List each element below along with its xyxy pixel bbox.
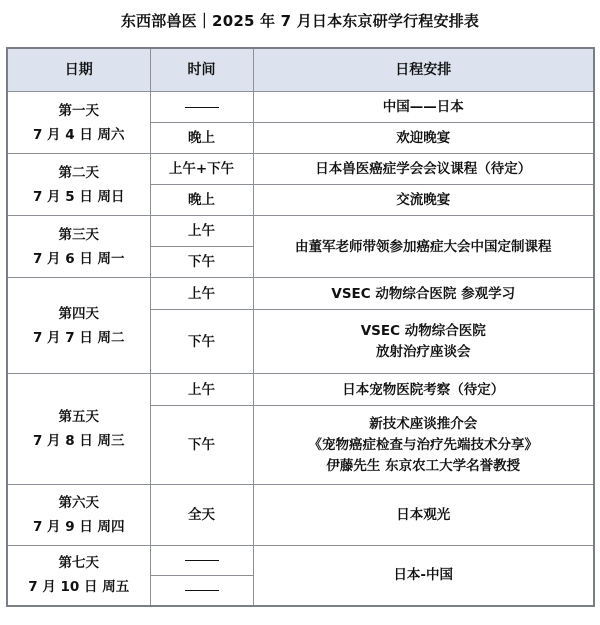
day-date: 7 月 8 日 周三 xyxy=(32,433,125,449)
table-row xyxy=(7,546,594,576)
day-date: 7 月 6 日 周一 xyxy=(32,250,125,267)
day-cell xyxy=(7,92,150,154)
day-label: 第一天 xyxy=(58,102,99,119)
time-cell: 晚上 xyxy=(150,123,253,154)
schedule-line: VSEC 动物综合医院 xyxy=(360,322,486,339)
schedule-cell xyxy=(253,310,594,374)
schedule-cell: 中国——日本 xyxy=(253,92,594,123)
dash-mark xyxy=(185,107,219,108)
schedule-cell: 由董军老师带领参加癌症大会中国定制课程 xyxy=(253,216,594,278)
schedule-table xyxy=(6,47,595,607)
time-cell: 上午 xyxy=(150,374,253,406)
schedule-cell: 日本观光 xyxy=(253,485,594,546)
schedule-cell xyxy=(253,406,594,485)
header-time: 时间 xyxy=(150,48,253,92)
schedule-cell: VSEC 动物综合医院 参观学习 xyxy=(253,278,594,310)
table-row xyxy=(7,485,594,546)
day-date: 7 月 9 日 周四 xyxy=(32,519,125,535)
time-cell: 下午 xyxy=(150,406,253,485)
schedule-cell: 欢迎晚宴 xyxy=(253,123,594,154)
dash-mark xyxy=(185,560,219,561)
schedule-line: 新技术座谈推介会 xyxy=(369,415,478,432)
time-cell: 晚上 xyxy=(150,185,253,216)
header-date: 日期 xyxy=(7,48,150,92)
day-cell xyxy=(7,546,150,606)
time-cell: 下午 xyxy=(150,310,253,374)
day-date: 7 月 7 日 周二 xyxy=(32,329,125,346)
schedule-cell: 日本宠物医院考察（待定） xyxy=(253,374,594,406)
time-cell: 上午 xyxy=(150,278,253,310)
day-label: 第三天 xyxy=(58,226,99,243)
schedule-line: 《宠物癌症检查与治疗先端技术分享》 xyxy=(308,436,538,453)
schedule-cell: 日本兽医癌症学会会议课程（待定） xyxy=(253,154,594,185)
day-cell xyxy=(7,374,150,485)
table-row xyxy=(7,154,594,185)
day-label: 第六天 xyxy=(58,495,99,511)
table-row xyxy=(7,92,594,123)
table-row xyxy=(7,278,594,310)
day-cell xyxy=(7,154,150,216)
time-cell: 上午+下午 xyxy=(150,154,253,185)
header-schedule: 日程安排 xyxy=(253,48,594,92)
time-cell xyxy=(150,546,253,576)
header-row xyxy=(7,48,594,92)
day-cell xyxy=(7,216,150,278)
schedule-line: 伊藤先生 东京农工大学名誉教授 xyxy=(326,457,521,474)
schedule-line: 放射治疗座谈会 xyxy=(376,343,471,360)
time-cell: 全天 xyxy=(150,485,253,546)
day-date: 7 月 10 日 周五 xyxy=(28,579,130,596)
page-title: 东西部兽医｜2025 年 7 月日本东京研学行程安排表 xyxy=(120,12,480,30)
time-cell xyxy=(150,92,253,123)
day-cell xyxy=(7,485,150,546)
day-label: 第七天 xyxy=(58,555,99,572)
dash-mark xyxy=(185,590,219,591)
schedule-cell: 日本-中国 xyxy=(253,546,594,606)
day-label: 第二天 xyxy=(58,164,99,181)
table-row xyxy=(7,374,594,406)
time-cell: 下午 xyxy=(150,247,253,278)
day-date: 7 月 4 日 周六 xyxy=(32,126,125,143)
day-label: 第五天 xyxy=(58,409,99,425)
time-cell: 上午 xyxy=(150,216,253,247)
time-cell xyxy=(150,576,253,606)
table-row xyxy=(7,216,594,247)
day-cell xyxy=(7,278,150,374)
day-label: 第四天 xyxy=(58,305,99,322)
schedule-cell: 交流晚宴 xyxy=(253,185,594,216)
day-date: 7 月 5 日 周日 xyxy=(32,188,125,205)
